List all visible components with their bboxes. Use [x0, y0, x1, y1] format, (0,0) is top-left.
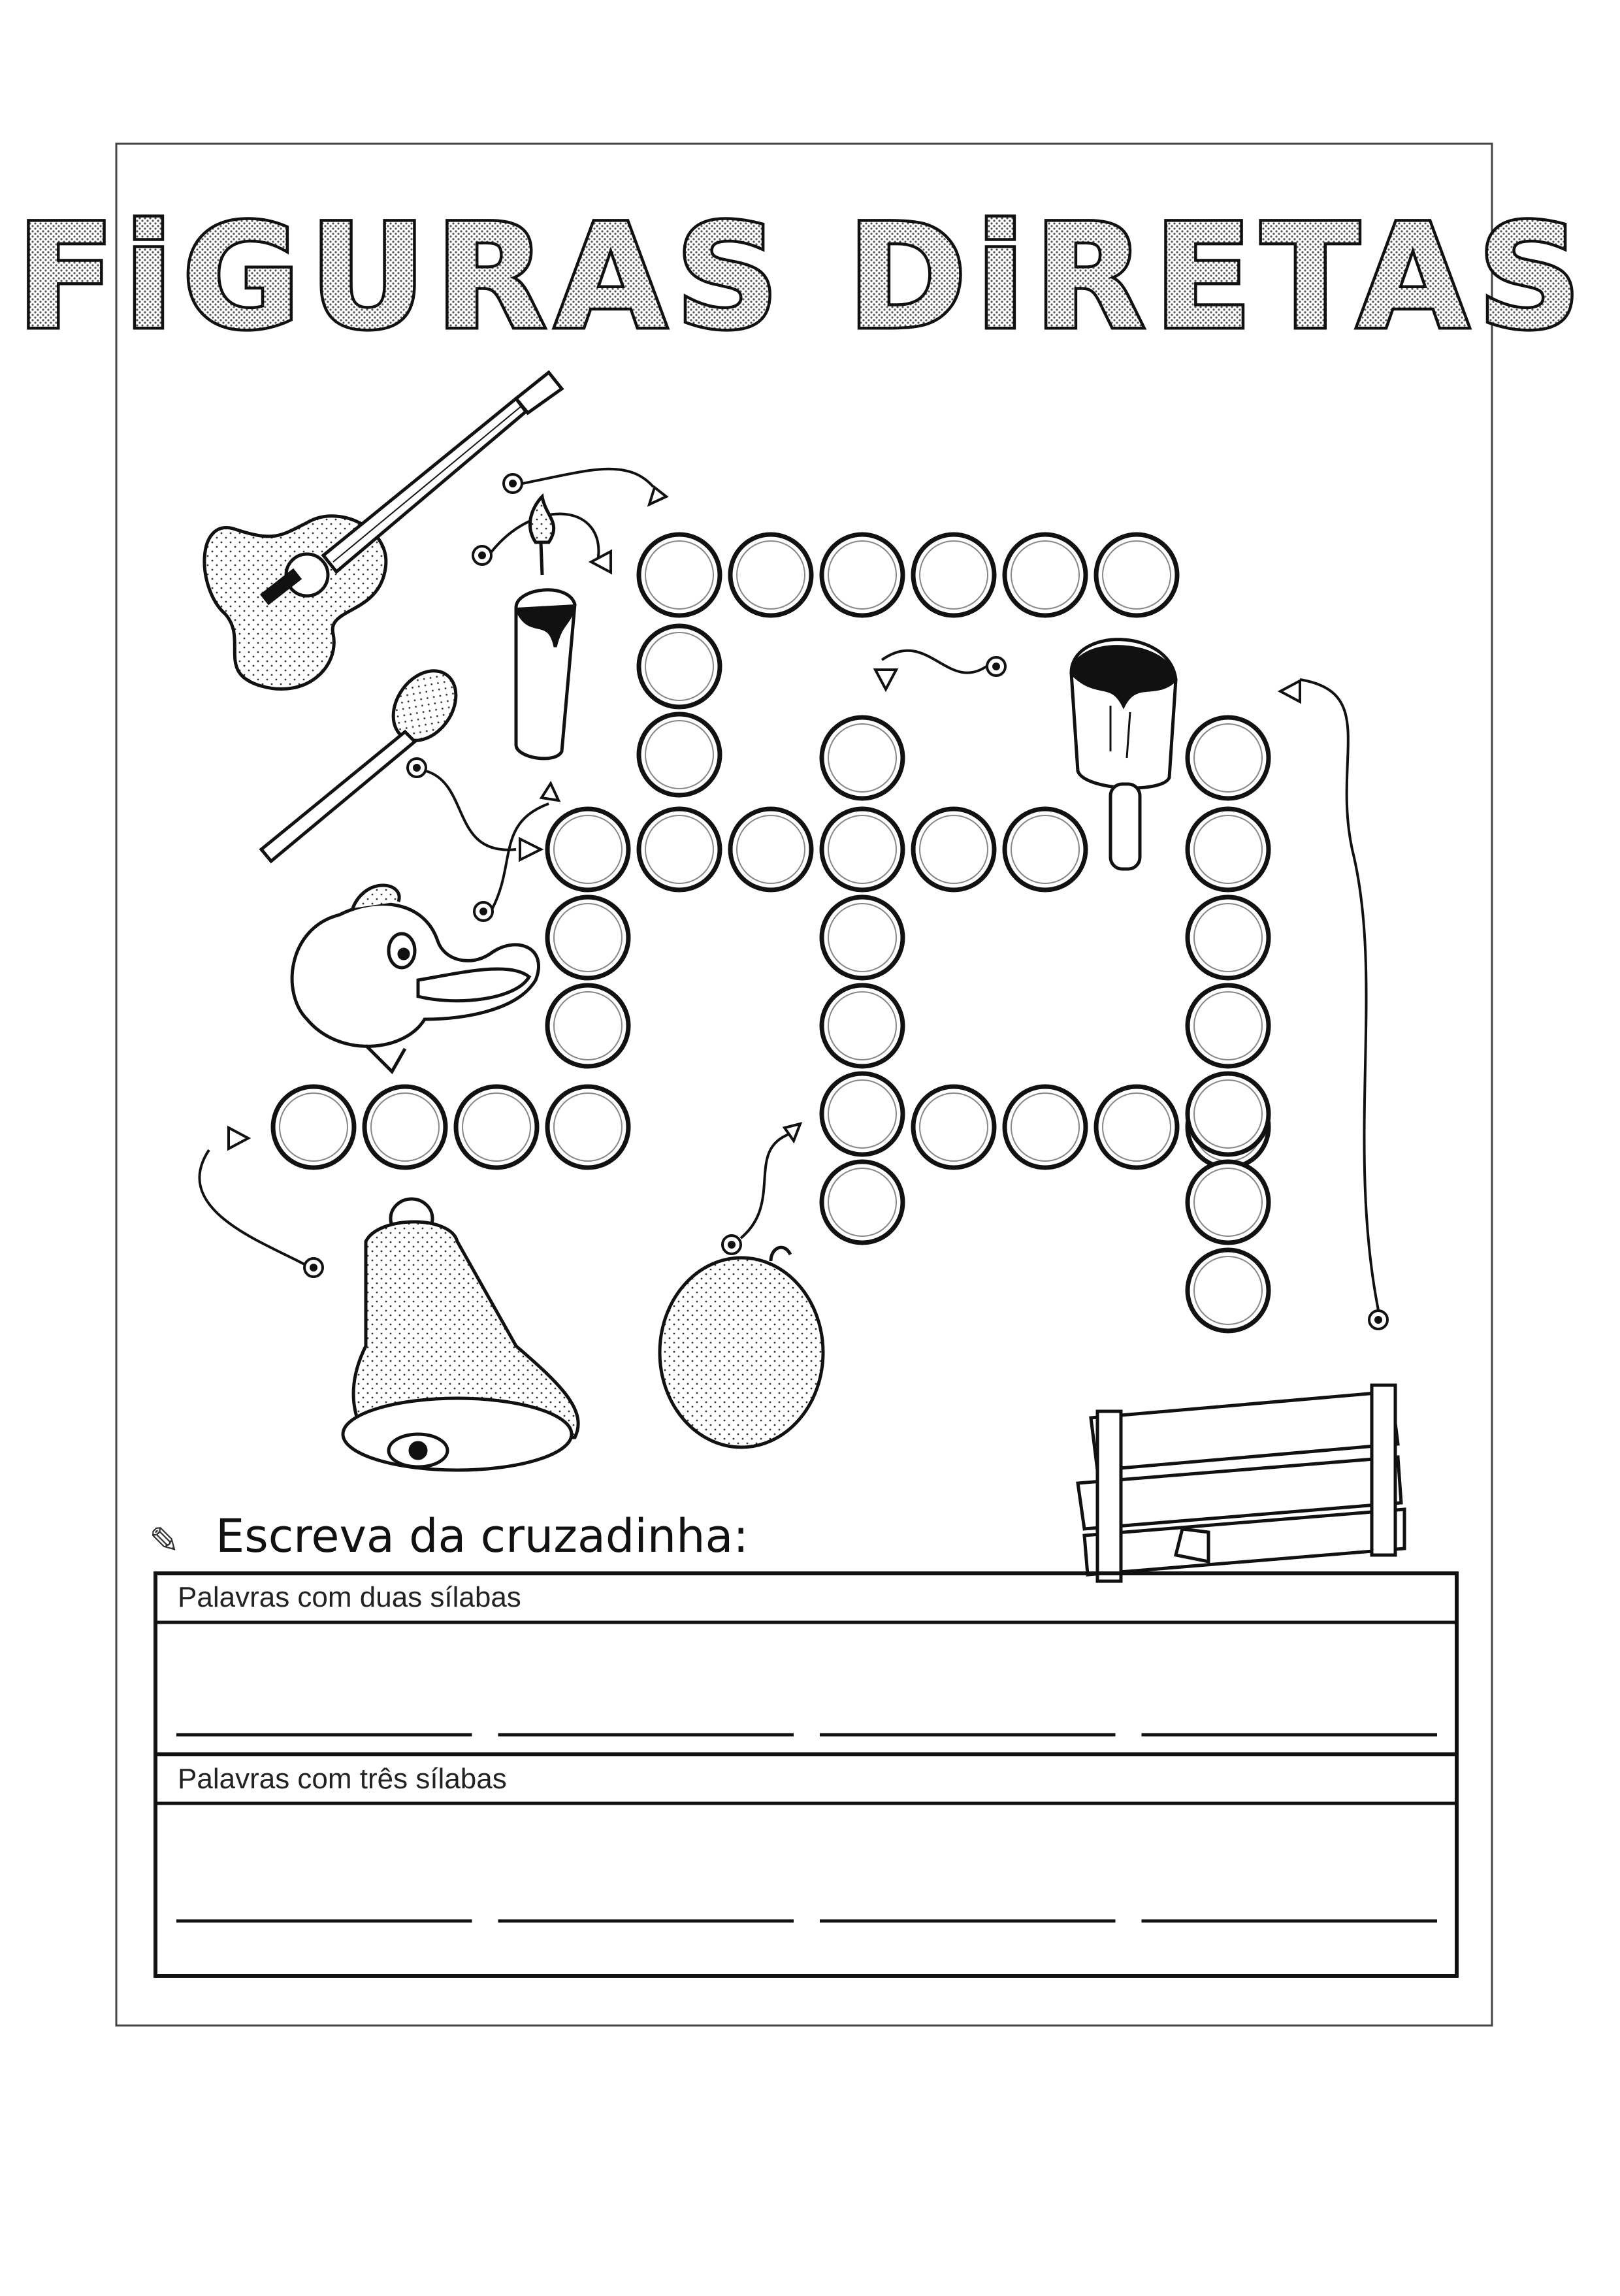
- crossword-cell[interactable]: [730, 534, 811, 615]
- popsicle-icon: [1071, 640, 1176, 869]
- crossword-cell[interactable]: [1188, 1250, 1269, 1331]
- crossword-cell[interactable]: [822, 809, 903, 890]
- crossword-cell[interactable]: [1005, 809, 1086, 890]
- crossword-cell[interactable]: [913, 809, 994, 890]
- bell-icon: [343, 1199, 578, 1470]
- crossword-cell[interactable]: [1096, 534, 1177, 615]
- crossword-cell[interactable]: [1005, 1087, 1086, 1168]
- crate-icon: [1078, 1385, 1404, 1581]
- crossword-cell[interactable]: [364, 1087, 446, 1168]
- crossword-cell[interactable]: [1188, 985, 1269, 1066]
- row-label-two-syllables: Palavras com duas sílabas: [178, 1581, 521, 1613]
- crossword-cell[interactable]: [822, 985, 903, 1066]
- crossword-cell[interactable]: [1096, 1087, 1177, 1168]
- row-label-three-syllables: Palavras com três sílabas: [178, 1763, 507, 1795]
- pencil-icon: ✎: [149, 1520, 180, 1561]
- crossword-cell[interactable]: [547, 897, 628, 978]
- crossword-cell[interactable]: [547, 985, 628, 1066]
- page-title: FiGURAS DiRETAS: [16, 193, 1591, 361]
- crossword-cell[interactable]: [1188, 1162, 1269, 1243]
- crossword-cell[interactable]: [1005, 534, 1086, 615]
- crossword-cell[interactable]: [730, 809, 811, 890]
- candle-icon: [516, 497, 575, 759]
- instruction-text: Escreva da cruzadinha:: [216, 1509, 749, 1563]
- crossword-cell[interactable]: [822, 1162, 903, 1243]
- crossword-cell[interactable]: [913, 1087, 994, 1168]
- crossword-cell[interactable]: [913, 534, 994, 615]
- crossword-cell[interactable]: [547, 1087, 628, 1168]
- crossword-cell[interactable]: [1188, 717, 1269, 798]
- crossword-cell[interactable]: [547, 809, 628, 890]
- crossword-cell[interactable]: [639, 714, 720, 795]
- duck-icon: [292, 885, 538, 1072]
- crossword-cell[interactable]: [1188, 1074, 1269, 1155]
- crossword-cell[interactable]: [822, 717, 903, 798]
- crossword-cell[interactable]: [822, 1074, 903, 1155]
- crossword-cell[interactable]: [822, 897, 903, 978]
- crossword-cell[interactable]: [1188, 897, 1269, 978]
- crossword-cell[interactable]: [639, 809, 720, 890]
- page-frame: [116, 144, 1492, 2025]
- crossword-cell[interactable]: [822, 534, 903, 615]
- guitar-icon: [204, 372, 562, 689]
- crossword-cell[interactable]: [639, 626, 720, 707]
- orange-icon: [660, 1247, 823, 1447]
- crossword-cell[interactable]: [1188, 809, 1269, 890]
- crossword-cell[interactable]: [456, 1087, 537, 1168]
- crossword-cell[interactable]: [273, 1087, 354, 1168]
- crossword-cell[interactable]: [639, 534, 720, 615]
